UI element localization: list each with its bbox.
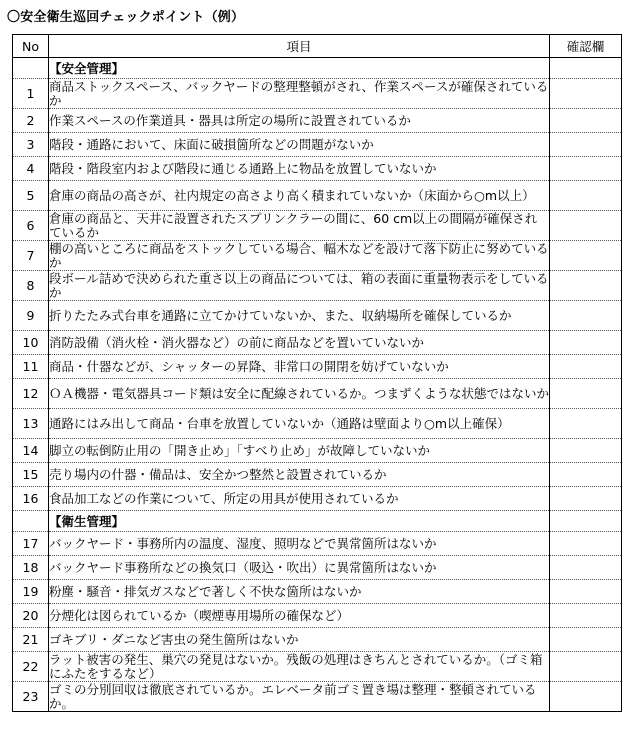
- table-row: [13, 409, 622, 439]
- table-row: [13, 580, 622, 604]
- check-cell[interactable]: [550, 79, 622, 109]
- row-item-text: 倉庫の商品の高さが、社内規定の高さより高く積まれていないか（床面から○m以上）: [49, 181, 550, 211]
- check-cell[interactable]: [550, 463, 622, 487]
- table-row: [13, 109, 622, 133]
- table-row: [13, 628, 622, 652]
- check-cell[interactable]: [550, 439, 622, 463]
- table-row: [13, 79, 622, 109]
- check-cell[interactable]: [550, 355, 622, 379]
- check-cell[interactable]: [550, 109, 622, 133]
- section-check-cell: [550, 511, 622, 532]
- check-cell[interactable]: [550, 301, 622, 331]
- check-cell[interactable]: [550, 487, 622, 511]
- table-row: [13, 439, 622, 463]
- check-cell[interactable]: [550, 682, 622, 712]
- check-cell[interactable]: [550, 331, 622, 355]
- section-label: 【安全管理】: [49, 58, 550, 79]
- table-row: [13, 301, 622, 331]
- table-row: [13, 271, 622, 301]
- section-row: [13, 58, 622, 79]
- table-row: [13, 181, 622, 211]
- row-number: 15: [13, 463, 49, 487]
- check-cell[interactable]: [550, 211, 622, 241]
- row-number: 13: [13, 409, 49, 439]
- check-cell[interactable]: [550, 580, 622, 604]
- row-number: 16: [13, 487, 49, 511]
- row-item-text: 商品ストックスペース、バックヤードの整理整頓がされ、作業スペースが確保されているか: [49, 78, 549, 108]
- row-item-text: 分煙化は図られているか（喫煙専用場所の確保など）: [49, 604, 550, 628]
- row-number: 23: [13, 682, 49, 712]
- check-cell[interactable]: [550, 652, 622, 682]
- check-cell[interactable]: [550, 556, 622, 580]
- header-row: [13, 35, 622, 58]
- row-number: 18: [13, 556, 49, 580]
- row-number: 12: [13, 379, 49, 409]
- row-item-text: 段ボール詰めで決められた重さ以上の商品については、箱の表面に重量物表示をしているか: [49, 270, 549, 300]
- row-item-text: 倉庫の商品と、天井に設置されたスプリンクラーの間に、60 cm以上の間隔が確保されているか: [49, 211, 550, 241]
- header-item: 項目: [49, 35, 550, 58]
- table-row: [13, 604, 622, 628]
- section-check-cell: [550, 58, 622, 79]
- row-item-text: 消防設備（消火栓・消火器など）の前に商品などを置いていないか: [49, 331, 550, 355]
- row-item-text: ゴミの分別回収は徹底されているか。エレベータ前ゴミ置き場は整理・整頓されているか。: [49, 682, 550, 712]
- page-title: 〇安全衛生巡回チェックポイント（例）: [7, 10, 245, 25]
- table-row: [13, 133, 622, 157]
- table-row: [13, 652, 622, 682]
- row-item-text: 売り場内の什器・備品は、安全かつ整然と設置されているか: [49, 463, 550, 487]
- row-number: 20: [13, 604, 49, 628]
- row-item-text: バックヤード事務所などの換気口（吸込・吹出）に異常箇所はないか: [49, 556, 550, 580]
- table-row: [13, 487, 622, 511]
- check-cell[interactable]: [550, 379, 622, 409]
- row-item-text: 食品加工などの作業について、所定の用具が使用されているか: [49, 487, 550, 511]
- section-row: [13, 511, 622, 532]
- row-item-text: ラット被害の発生、巣穴の発見はないか。残飯の処理はきちんとされているか。（ゴミ箱にふたをするなど）: [49, 652, 550, 682]
- row-number: 19: [13, 580, 49, 604]
- row-number: 22: [13, 652, 49, 682]
- table-row: [13, 157, 622, 181]
- row-number: 11: [13, 355, 49, 379]
- row-number: 6: [13, 211, 49, 241]
- row-item-text: ゴキブリ・ダニなど害虫の発生箇所はないか: [49, 628, 550, 652]
- row-item-text: 棚の高いところに商品をストックしている場合、幅木などを設けて落下防止に努めているか: [49, 240, 549, 270]
- row-item-text: 作業スペースの作業道具・器具は所定の場所に設置されているか: [49, 109, 550, 133]
- check-cell[interactable]: [550, 271, 622, 301]
- row-item-text: 折りたたみ式台車を通路に立てかけていないか、また、収納場所を確保しているか: [49, 301, 550, 331]
- check-cell[interactable]: [550, 409, 622, 439]
- row-number: 5: [13, 181, 49, 211]
- section-no-cell: [13, 58, 49, 79]
- row-number: 10: [13, 331, 49, 355]
- row-item-text: 粉塵・騒音・排気ガスなどで著しく不快な箇所はないか: [49, 580, 550, 604]
- check-cell[interactable]: [550, 532, 622, 556]
- row-item-text: 階段・通路において、床面に破損箇所などの問題がないか: [49, 133, 550, 157]
- section-no-cell: [13, 511, 49, 532]
- row-number: 14: [13, 439, 49, 463]
- row-number: 3: [13, 133, 49, 157]
- table-row: [13, 331, 622, 355]
- table-row: [13, 532, 622, 556]
- row-item-text: 階段・階段室内および階段に通じる通路上に物品を放置していないか: [49, 157, 550, 181]
- row-number: 8: [13, 271, 49, 301]
- row-number: 1: [13, 79, 49, 109]
- check-cell[interactable]: [550, 604, 622, 628]
- check-cell[interactable]: [550, 133, 622, 157]
- check-cell[interactable]: [550, 157, 622, 181]
- table-row: [13, 211, 622, 241]
- table-row: [13, 556, 622, 580]
- table-row: [13, 682, 622, 712]
- checklist-body: [13, 58, 622, 712]
- table-row: [13, 379, 622, 409]
- check-cell[interactable]: [550, 181, 622, 211]
- check-cell[interactable]: [550, 628, 622, 652]
- row-number: 2: [13, 109, 49, 133]
- table-row: [13, 241, 622, 271]
- row-item-text: 脚立の転倒防止用の「開き止め」「すべり止め」が故障していないか: [49, 439, 550, 463]
- checklist-table: [12, 34, 622, 712]
- table-row: [13, 355, 622, 379]
- check-cell[interactable]: [550, 241, 622, 271]
- row-item-text: 商品・什器などが、シャッターの昇降、非常口の開閉を妨げていないか: [49, 355, 550, 379]
- header-check: 確認欄: [550, 35, 622, 58]
- row-number: 17: [13, 532, 49, 556]
- section-label: 【衛生管理】: [49, 511, 550, 532]
- row-item-text: 通路にはみ出して商品・台車を放置していないか（通路は壁面より○m以上確保）: [49, 409, 550, 439]
- row-number: 9: [13, 301, 49, 331]
- row-item-text: バックヤード・事務所内の温度、湿度、照明などで異常箇所はないか: [49, 532, 550, 556]
- header-no: No: [13, 35, 49, 58]
- row-number: 4: [13, 157, 49, 181]
- table-row: [13, 463, 622, 487]
- row-number: 21: [13, 628, 49, 652]
- row-number: 7: [13, 241, 49, 271]
- row-item-text: ＯＡ機器・電気器具コード類は安全に配線されているか。つまずくような状態ではないか: [49, 379, 550, 409]
